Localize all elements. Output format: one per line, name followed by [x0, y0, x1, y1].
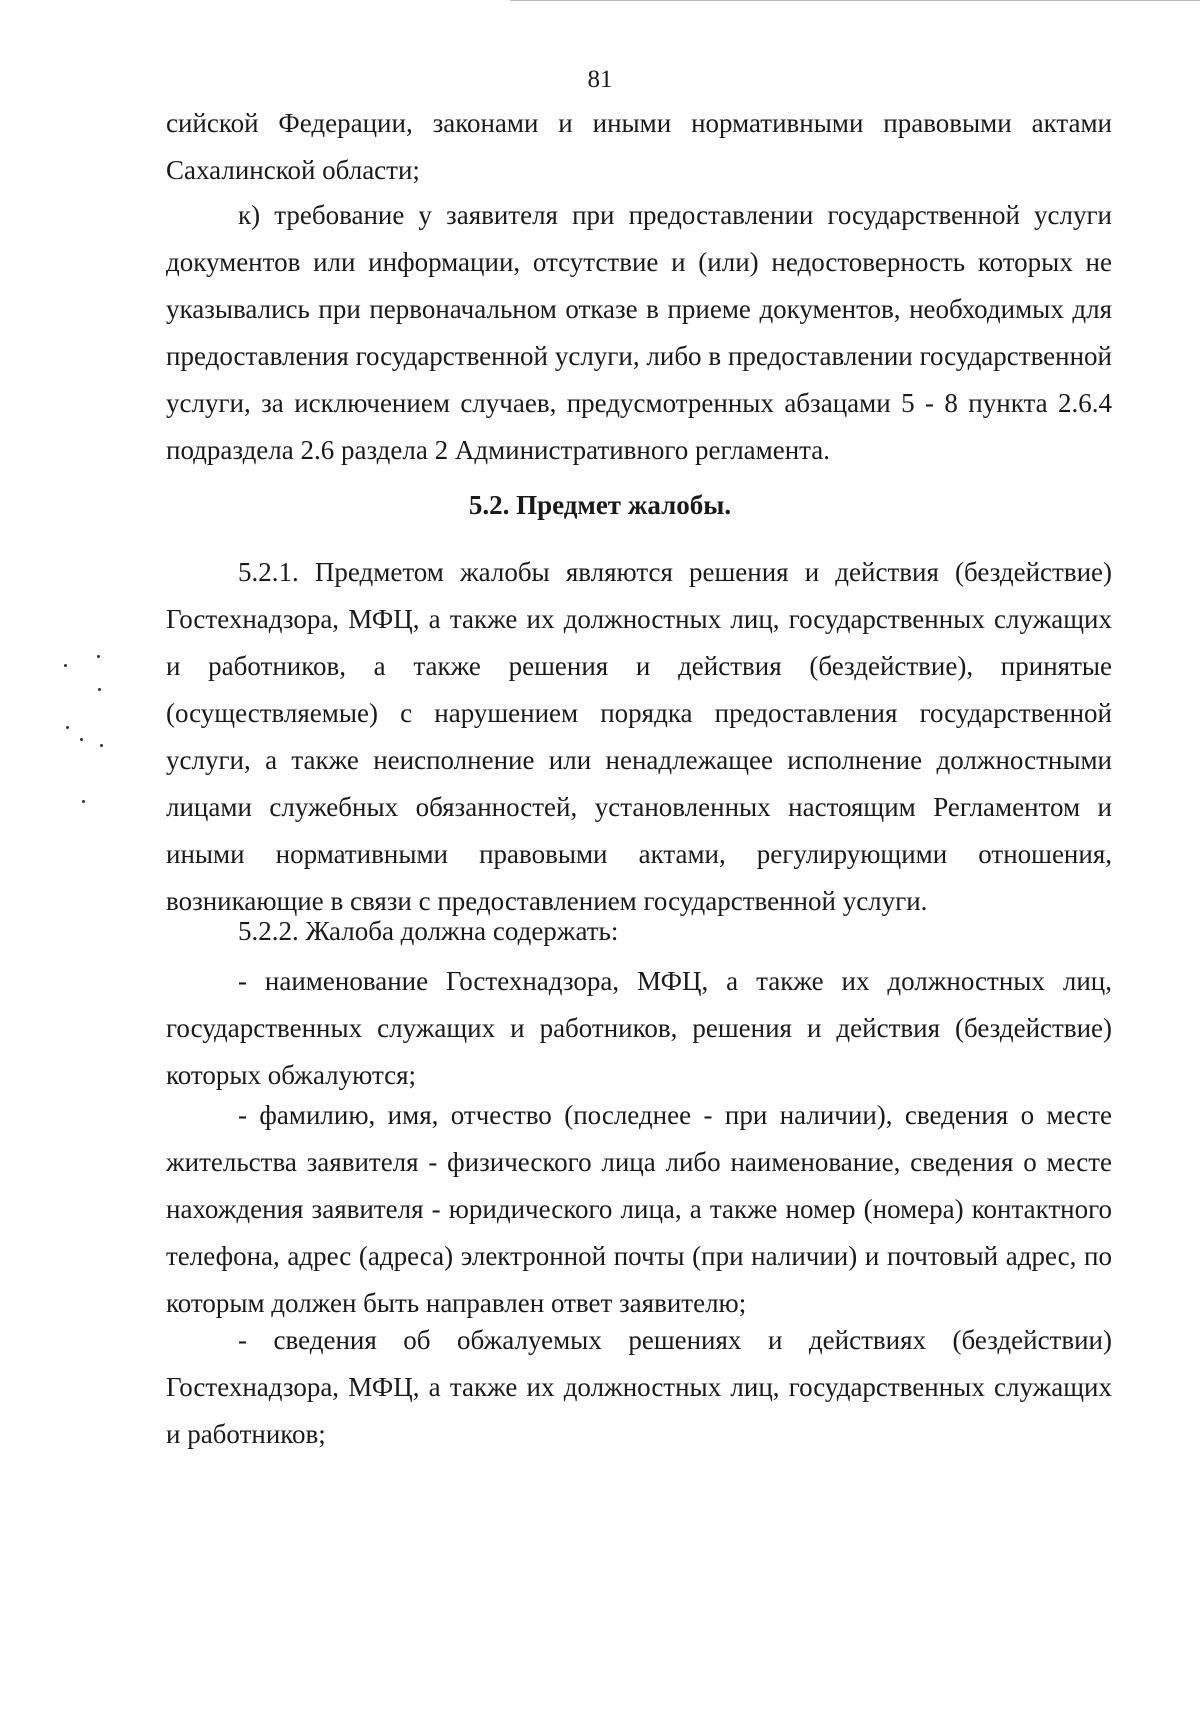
- paragraph-text: сийской Федерации, законами и иными нормативными правовыми актами Сахалинской области;: [166, 108, 1112, 185]
- paragraph-text: к) требование у заявителя при предоставлении государственной услуги документов или информации, отсутствие и (или) недостоверность которых не указывались при первоначальном отказе в приеме документов, необходимых для предоставления государственной услуги, либо в предоставлении государственной услуги, за исключением случаев, предусмотренных абзацами 5 - 8 пункта 2.6.4 подраздела 2.6 раздела 2 Административного регламента.: [166, 200, 1112, 465]
- scan-speck: [97, 655, 100, 658]
- paragraph-text: 5.2.1. Предметом жалобы являются решения и действия (бездействие) Гостехнадзора, МФЦ, а также их должностных лиц, государственных служащих и работников, а также решения и действия (бездействие), принятые (осуществляемые) с нарушением порядка предоставления государственной услуги, а также неисполнение или ненадлежащее исполнение должностными лицами служебных обязанностей, установленных настоящим Регламентом и иными нормативными правовыми актами, регулирующими отношения, возникающие в связи с предоставлением государственной услуги.: [166, 557, 1112, 916]
- scan-speck: [64, 664, 67, 667]
- scan-speck: [98, 688, 101, 691]
- paragraph-5-2-1: [166, 549, 1112, 925]
- scan-speck: [100, 744, 103, 747]
- section-heading: 5.2. Предмет жалобы.: [468, 490, 732, 520]
- scan-speck: [66, 726, 69, 729]
- list-item-decisions: [166, 1317, 1112, 1458]
- list-item-name: [166, 958, 1112, 1099]
- page-number: 81: [587, 66, 613, 93]
- scan-speck: [82, 800, 85, 803]
- paragraph-text: - фамилию, имя, отчество (последнее - при наличии), сведения о месте жительства заявителя - физического лица либо наименование, сведения о месте нахождения заявителя - юридического лица, а также номер (номера) контактного телефона, адрес (адреса) электронной почты (при наличии) и почтовый адрес, по которым должен быть направлен ответ заявителю;: [166, 1100, 1112, 1318]
- scan-edge-line: [510, 0, 1200, 1]
- paragraph-text: - сведения об обжалуемых решениях и действиях (бездействии) Гостехнадзора, МФЦ, а также их должностных лиц, государственных служащих и работников;: [166, 1325, 1112, 1449]
- paragraph-5-2-2: [166, 908, 1112, 955]
- paragraph-text: - наименование Гостехнадзора, МФЦ, а также их должностных лиц, государственных служащих и работников, решения и действия (бездействие) которых обжалуются;: [166, 966, 1112, 1090]
- paragraph-text: 5.2.2. Жалоба должна содержать:: [238, 916, 619, 946]
- scan-speck: [80, 738, 83, 741]
- paragraph-continuation: [166, 100, 1112, 194]
- paragraph-item-k: [166, 192, 1112, 474]
- list-item-applicant: [166, 1092, 1112, 1327]
